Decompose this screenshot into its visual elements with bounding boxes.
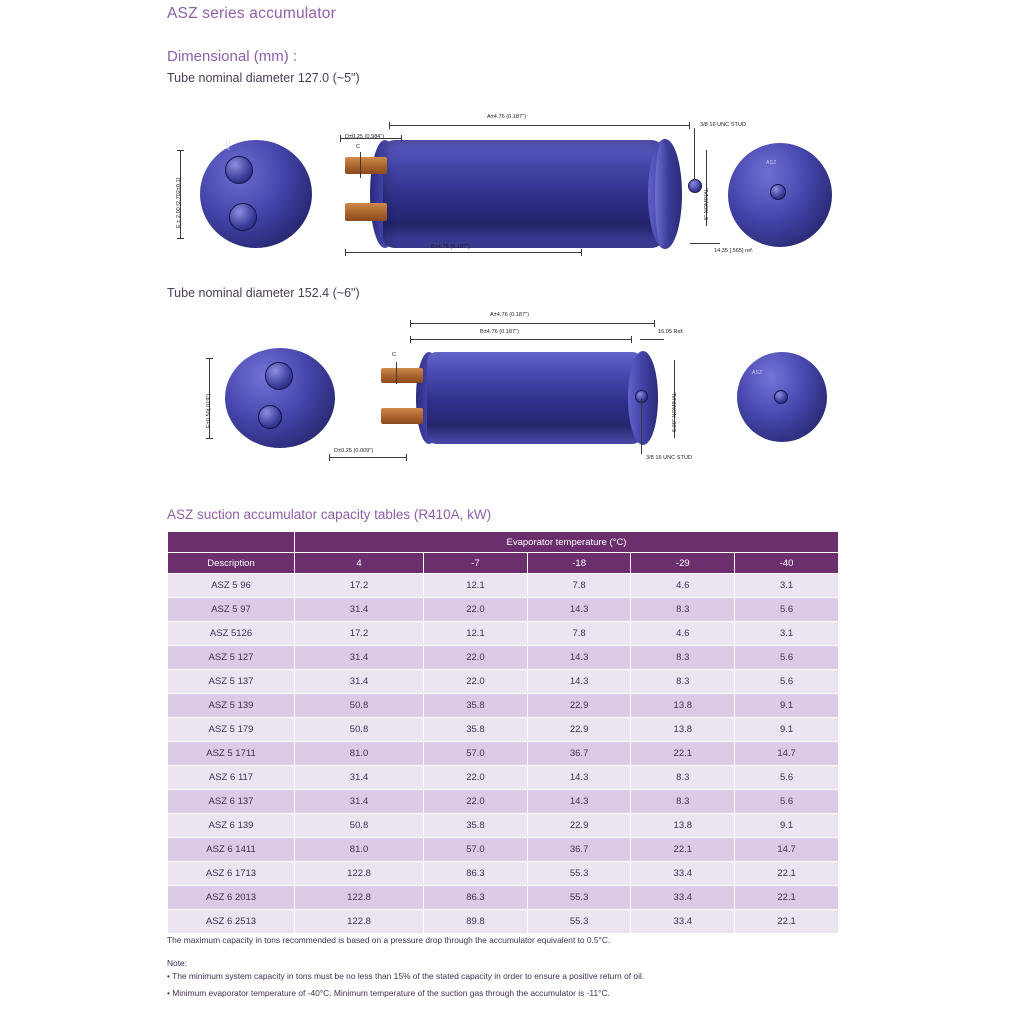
cell-description: ASZ 6 2013	[168, 886, 295, 910]
cell-value: 22.9	[527, 814, 631, 838]
cell-value: 7.8	[527, 622, 631, 646]
cell-value: 9.1	[735, 814, 839, 838]
cell-value: 31.4	[295, 790, 424, 814]
cell-value: 89.8	[424, 910, 528, 934]
nominal-label-6: 6.00" NOMINAL	[672, 392, 678, 432]
cell-value: 31.4	[295, 670, 424, 694]
dim-a-tick-left-6	[410, 320, 411, 327]
table-row	[168, 814, 839, 838]
cell-value: 5.6	[735, 790, 839, 814]
cell-value: 14.3	[527, 766, 631, 790]
cell-value: 50.8	[295, 694, 424, 718]
cell-description: ASZ 5126	[168, 622, 295, 646]
table-row	[168, 838, 839, 862]
table-column-header-row	[168, 553, 839, 574]
stud-leader-6	[641, 398, 642, 454]
dim-a-label-6: A±4.76 (0.187")	[490, 312, 529, 318]
table-row	[168, 718, 839, 742]
cell-description: ASZ 6 1713	[168, 862, 295, 886]
cell-value: 14.3	[527, 670, 631, 694]
dim-d-tick-left-6	[329, 454, 330, 461]
drawing-6inch	[0, 0, 1024, 480]
note-bullet-1: • The minimum system capacity in tons must be no less than 15% of the stated capacity in order to ensure a positive return of oil.	[167, 971, 645, 981]
cell-value: 35.8	[424, 814, 528, 838]
end-view-right-port-6	[774, 390, 788, 404]
cell-value: 3.1	[735, 622, 839, 646]
cell-value: 12.1	[424, 622, 528, 646]
cell-value: 5.6	[735, 670, 839, 694]
cell-value: 122.8	[295, 886, 424, 910]
cell-value: 50.8	[295, 718, 424, 742]
cell-value: 31.4	[295, 766, 424, 790]
ref-label-6: 16.05 Ref.	[658, 329, 684, 335]
note-label: Note:	[167, 958, 188, 968]
table-row	[168, 694, 839, 718]
table-row	[168, 622, 839, 646]
cell-value: 22.1	[631, 838, 735, 862]
cell-value: 57.0	[424, 838, 528, 862]
cell-value: 14.3	[527, 598, 631, 622]
table-row	[168, 598, 839, 622]
cell-value: 13.8	[631, 694, 735, 718]
dim-b-tick-right-6	[631, 336, 632, 343]
cell-value: 122.8	[295, 862, 424, 886]
cell-description: ASZ 6 2513	[168, 910, 295, 934]
cell-value: 8.3	[631, 598, 735, 622]
dimensional-heading: Dimensional (mm) :	[167, 48, 298, 65]
cell-value: 33.4	[631, 886, 735, 910]
dim-e-label-5: E ± 2.00 [2.702±0.1]	[176, 177, 182, 228]
dim-c-line-6	[396, 362, 397, 384]
dim-e-tick-top-6	[206, 358, 213, 359]
cell-value: 14.3	[527, 790, 631, 814]
cell-value: 86.3	[424, 862, 528, 886]
cell-value: 14.7	[735, 838, 839, 862]
table-row	[168, 766, 839, 790]
cell-value: 8.3	[631, 670, 735, 694]
cell-value: 57.0	[424, 742, 528, 766]
table-heading: ASZ suction accumulator capacity tables (R410A, kW)	[167, 507, 492, 522]
cell-value: 22.0	[424, 790, 528, 814]
cell-value: 36.7	[527, 838, 631, 862]
vessel-body-6	[427, 352, 642, 444]
cell-value: 22.1	[631, 742, 735, 766]
cell-value: 9.1	[735, 694, 839, 718]
cell-description: ASZ 5 97	[168, 598, 295, 622]
stud-label-5: 3/8 16 UNC STUD	[700, 122, 747, 128]
badge-left-5: ASZ	[226, 139, 232, 150]
dim-b-line-6	[410, 339, 632, 340]
cell-value: 17.2	[295, 574, 424, 598]
group-header-spacer	[168, 532, 295, 553]
dim-b-tick-left-6	[410, 336, 411, 343]
cell-value: 17.2	[295, 622, 424, 646]
table-row	[168, 742, 839, 766]
cell-description: ASZ 6 137	[168, 790, 295, 814]
capacity-table	[167, 531, 839, 934]
table-row	[168, 574, 839, 598]
dim-c-label-6: C	[392, 352, 397, 358]
cell-value: 22.0	[424, 598, 528, 622]
note-bullet-2: • Minimum evaporator temperature of -40°C. Minimum temperature of the suction gas through the accumulator is -11°C.	[167, 988, 610, 998]
cell-value: 22.0	[424, 670, 528, 694]
col-header-minus18: -18	[527, 553, 631, 574]
cell-value: 31.4	[295, 598, 424, 622]
dim-d-label-6: D±0.25 (0.009")	[334, 448, 374, 454]
dim-a-tick-right-6	[654, 320, 655, 327]
table-row	[168, 670, 839, 694]
table-row	[168, 646, 839, 670]
dim-d-label-5: D±0.25 (0.984")	[345, 134, 385, 140]
cell-value: 22.9	[527, 718, 631, 742]
col-header-minus7: -7	[424, 553, 528, 574]
cell-value: 22.0	[424, 646, 528, 670]
dim-a-line-6	[410, 323, 655, 324]
cell-description: ASZ 5 1711	[168, 742, 295, 766]
cell-value: 55.3	[527, 886, 631, 910]
cell-description: ASZ 5 139	[168, 694, 295, 718]
cell-description: ASZ 5 127	[168, 646, 295, 670]
cell-description: ASZ 5 179	[168, 718, 295, 742]
dim-d-line-6	[329, 457, 407, 458]
note-main: The maximum capacity in tons recommended is based on a pressure drop through the accumulator equivalent to 0.5°C.	[167, 935, 611, 945]
badge-right-5: ASZ	[766, 160, 777, 166]
col-header-minus40: -40	[735, 553, 839, 574]
cell-value: 22.1	[735, 910, 839, 934]
cell-value: 4.6	[631, 574, 735, 598]
cell-value: 55.3	[527, 862, 631, 886]
dim-d-tick-right-6	[406, 454, 407, 461]
table-row	[168, 862, 839, 886]
ref-line-6	[640, 339, 664, 340]
cell-value: 81.0	[295, 742, 424, 766]
port-upper-6	[265, 362, 293, 390]
cell-value: 8.3	[631, 790, 735, 814]
cell-value: 50.8	[295, 814, 424, 838]
cell-value: 9.1	[735, 718, 839, 742]
cell-value: 22.0	[424, 766, 528, 790]
dim-e-label-6: E±0.50(.019")	[206, 393, 212, 428]
cell-value: 86.3	[424, 886, 528, 910]
col-header-minus29: -29	[631, 553, 735, 574]
table-row	[168, 910, 839, 934]
cell-description: ASZ 6 139	[168, 814, 295, 838]
cell-description: ASZ 5 137	[168, 670, 295, 694]
cell-value: 13.8	[631, 718, 735, 742]
cell-value: 14.7	[735, 742, 839, 766]
cell-value: 12.1	[424, 574, 528, 598]
group-header-evaporator: Evaporator temperature (°C)	[295, 532, 839, 553]
cell-value: 22.1	[735, 886, 839, 910]
cell-value: 81.0	[295, 838, 424, 862]
cell-value: 5.6	[735, 766, 839, 790]
dim-a-label-5: A±4.76 (0.187")	[487, 114, 526, 120]
cell-value: 22.1	[735, 862, 839, 886]
col-header-4: 4	[295, 553, 424, 574]
cell-value: 7.8	[527, 574, 631, 598]
dim-b-label-5: B±4.76 (0.187")	[431, 244, 470, 250]
cell-value: 8.3	[631, 766, 735, 790]
cell-value: 22.9	[527, 694, 631, 718]
page-title: ASZ series accumulator	[167, 5, 336, 22]
cell-value: 35.8	[424, 694, 528, 718]
cell-value: 14.3	[527, 646, 631, 670]
cell-value: 33.4	[631, 910, 735, 934]
inlet-tube-lower-6	[381, 408, 423, 424]
cell-description: ASZ 6 1411	[168, 838, 295, 862]
cell-value: 13.8	[631, 814, 735, 838]
cell-description: ASZ 6 117	[168, 766, 295, 790]
cell-value: 122.8	[295, 910, 424, 934]
cell-value: 33.4	[631, 862, 735, 886]
col-header-description: Description	[168, 553, 295, 574]
dim-e-tick-bot-6	[206, 438, 213, 439]
cell-value: 35.8	[424, 718, 528, 742]
table-group-header-row	[168, 532, 839, 553]
nominal-label-5: 5" NOMINAL	[704, 187, 710, 220]
cell-value: 5.6	[735, 646, 839, 670]
dim-b-label-6: B±4.76 (0.187")	[480, 329, 519, 335]
inlet-tube-upper-6	[381, 368, 423, 383]
cell-value: 5.6	[735, 598, 839, 622]
cell-value: 31.4	[295, 646, 424, 670]
cell-value: 4.6	[631, 622, 735, 646]
port-lower-6	[258, 405, 282, 429]
cell-value: 55.3	[527, 910, 631, 934]
ref-label-5: 14.35 [.565] ref.	[714, 248, 754, 254]
cell-value: 3.1	[735, 574, 839, 598]
dim-c-label-5: C	[356, 144, 361, 150]
table-row	[168, 790, 839, 814]
table-row	[168, 886, 839, 910]
badge-right-6: ASZ	[752, 370, 763, 376]
sub-heading-5inch: Tube nominal diameter 127.0 (~5")	[167, 71, 360, 85]
cell-value: 36.7	[527, 742, 631, 766]
cell-value: 8.3	[631, 646, 735, 670]
cell-description: ASZ 5 96	[168, 574, 295, 598]
stud-label-6: 3/8 16 UNC STUD	[646, 455, 693, 461]
sub-heading-6inch: Tube nominal diameter 152.4 (~6")	[167, 286, 360, 300]
